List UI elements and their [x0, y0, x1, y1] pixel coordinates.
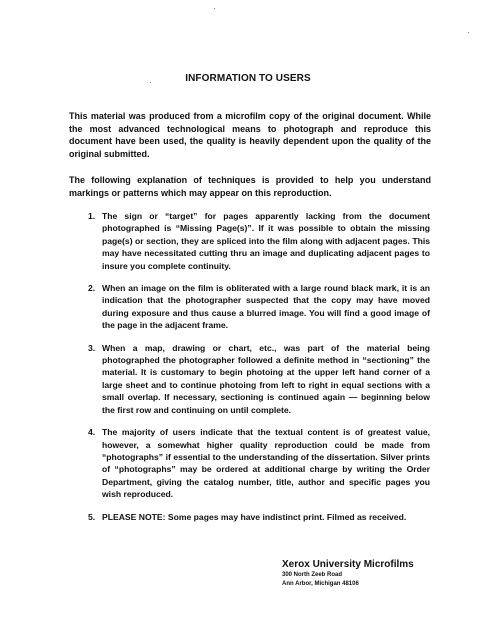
lead-paragraph: The following explanation of techniques is provided to help you understand markings or patterns which may appear on this reproduction.	[69, 175, 431, 198]
item-text: PLEASE NOTE: Some pages may have indistinct print. Filmed as received.	[102, 511, 407, 522]
techniques-list	[88, 210, 430, 523]
scan-speck	[214, 8, 215, 9]
company-street: 300 North Zeeb Road	[282, 572, 343, 578]
item-number: 5.	[88, 511, 96, 522]
item-number: 4.	[88, 427, 96, 438]
item-number: 3.	[88, 342, 96, 353]
item-text: When a map, drawing or chart, etc., was part of the material being photographed the photographer followed a definite method in “sectioning” the material. It is customary to begin photoing at the upper left hand corner of a large sheet and to continue photoing from left to right in equal sections with a small overlap. If necessary, sectioning is continued again — beginning below the first row and continuing on until complete.	[102, 342, 430, 415]
item-number: 1.	[88, 211, 96, 221]
item-text: When an image on the film is obliterated with a large round black mark, it is an indication that the photographer suspected that the copy may have moved during exposure and thus cause a blurred image. You will find a good image of the page in the adjacent frame.	[102, 283, 430, 331]
scan-speck	[468, 32, 469, 33]
list-item	[88, 426, 430, 500]
company-block	[282, 558, 482, 589]
list-item	[88, 342, 430, 416]
company-name: Xerox University Microfilms	[282, 559, 414, 570]
company-city: Ann Arbor, Michigan 48106	[282, 581, 359, 587]
intro-paragraph: This material was produced from a microfilm copy of the original document. While the most advanced technological means to photograph and reproduce this document have been used, the quality is heavily dependent upon the quality of the original submitted.	[69, 111, 431, 159]
list-item	[88, 511, 430, 523]
list-item	[88, 210, 430, 272]
item-text: The sign or “target” for pages apparently lacking from the document photographed is “Missing Page(s)”. If it was possible to obtain the missing page(s) or section, they are spliced into the film along with adjacent pages. This may have necessitated cutting thru an image and duplicating adjacent pages to insure you complete continuity.	[102, 211, 430, 271]
page-title: INFORMATION TO USERS	[185, 73, 311, 84]
list-item	[88, 282, 430, 332]
item-number: 2.	[88, 283, 96, 294]
item-text: The majority of users indicate that the textual content is of greatest value, however, a somewhat higher quality reproduction could be made from “photographs” if essential to the understanding of the dissertation. Silver prints of “photographs” may be ordered at additional charge by writing the Order Department, giving the catalog number, title, author and specific pages you wish reproduced.	[102, 427, 430, 500]
